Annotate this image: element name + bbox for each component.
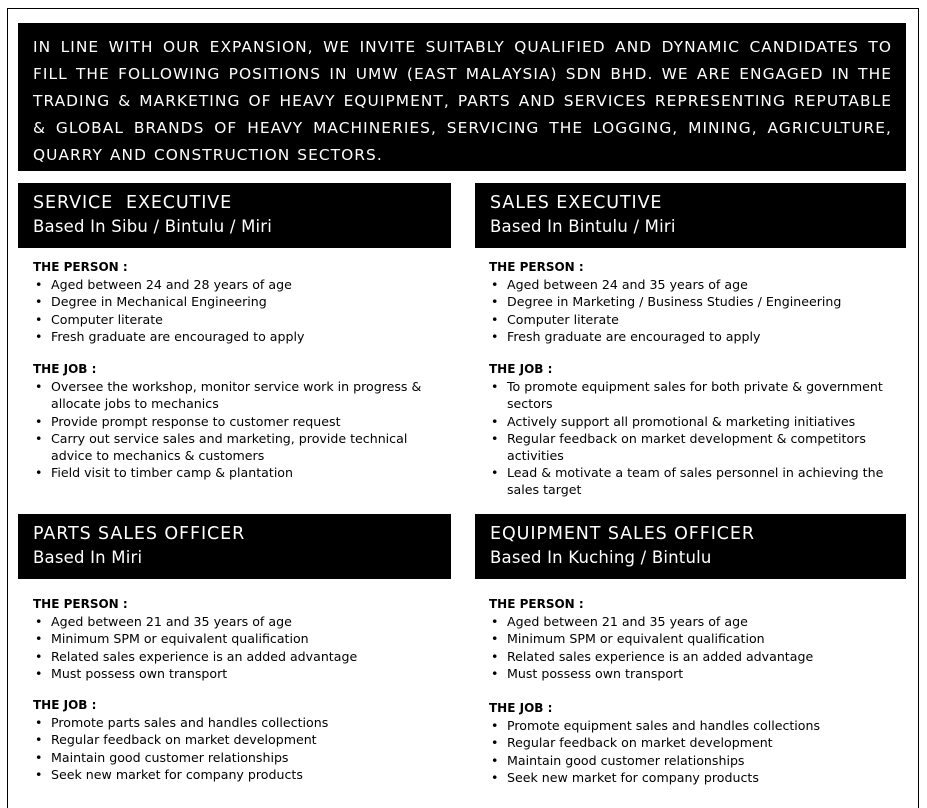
position-title: PARTS SALES OFFICER xyxy=(33,524,246,544)
list-item: • To promote equipment sales for both private & government sectors xyxy=(489,378,894,412)
list-item: • Seek new market for company products xyxy=(33,766,438,783)
list-item: • Promote equipment sales and handles collections xyxy=(489,717,894,734)
position-header-equipment-sales-officer xyxy=(475,514,906,579)
list-item: • Maintain good customer relationships xyxy=(489,752,894,769)
list-item: • Fresh graduate are encouraged to apply xyxy=(33,328,438,345)
list-item: • Provide prompt response to customer request xyxy=(33,413,438,430)
list-item: • Regular feedback on market development xyxy=(33,731,438,748)
position-title: SALES EXECUTIVE xyxy=(490,193,663,213)
job-list xyxy=(489,717,894,786)
job-list xyxy=(33,714,438,783)
position-body-sales-executive xyxy=(489,259,894,499)
person-label: THE PERSON : xyxy=(489,597,584,611)
person-list xyxy=(489,613,894,682)
position-location: Based In Bintulu / Miri xyxy=(490,217,676,236)
position-body-equipment-sales-officer xyxy=(489,596,894,786)
position-body-parts-sales-officer xyxy=(33,596,438,783)
list-item: • Actively support all promotional & marketing initiatives xyxy=(489,413,894,430)
list-item: • Computer literate xyxy=(489,311,894,328)
list-item: • Promote parts sales and handles collections xyxy=(33,714,438,731)
list-item: • Related sales experience is an added advantage xyxy=(489,648,894,665)
position-title: EQUIPMENT SALES OFFICER xyxy=(490,524,755,544)
list-item: • Degree in Mechanical Engineering xyxy=(33,293,438,310)
list-item: • Lead & motivate a team of sales personnel in achieving the sales target xyxy=(489,464,894,498)
list-item: • Must possess own transport xyxy=(33,665,438,682)
position-header-sales-executive xyxy=(475,183,906,248)
list-item: • Computer literate xyxy=(33,311,438,328)
list-item: • Minimum SPM or equivalent qualification xyxy=(33,630,438,647)
list-item: • Aged between 21 and 35 years of age xyxy=(489,613,894,630)
position-location: Based In Kuching / Bintulu xyxy=(490,548,712,567)
position-location: Based In Sibu / Bintulu / Miri xyxy=(33,217,273,236)
intro-banner: IN LINE WITH OUR EXPANSION, WE INVITE SUITABLY QUALIFIED AND DYNAMIC CANDIDATES TO FILL THE FOLLOWING POSITIONS IN UMW (EAST MALAYSIA) SDN BHD. WE ARE ENGAGED IN THE TRADING & MARKETING OF HEAVY EQUIPMENT, PARTS AND SERVICES REPRESENTING REPUTABLE & GLOBAL BRANDS OF HEAVY MACHINERIES, SERVICING THE LOGGING, MINING, AGRICULTURE, QUARRY AND CONSTRUCTION SECTORS. xyxy=(18,23,906,171)
list-item: • Regular feedback on market development & competitors activities xyxy=(489,430,894,464)
position-body-service-executive xyxy=(33,259,438,481)
list-item: • Degree in Marketing / Business Studies / Engineering xyxy=(489,293,894,310)
position-header-parts-sales-officer xyxy=(18,514,451,579)
job-list xyxy=(489,378,894,498)
list-item: • Aged between 24 and 28 years of age xyxy=(33,276,438,293)
job-label: THE JOB : xyxy=(489,362,553,377)
list-item: • Aged between 24 and 35 years of age xyxy=(489,276,894,293)
list-item: • Maintain good customer relationships xyxy=(33,749,438,766)
job-label: THE JOB : xyxy=(33,362,97,377)
list-item: • Regular feedback on market development xyxy=(489,734,894,751)
list-item: • Carry out service sales and marketing, provide technical advice to mechanics & customers xyxy=(33,430,438,464)
person-list xyxy=(489,276,894,345)
position-header-service-executive xyxy=(18,183,451,248)
person-label: THE PERSON : xyxy=(33,597,128,611)
list-item: • Aged between 21 and 35 years of age xyxy=(33,613,438,630)
list-item: • Oversee the workshop, monitor service work in progress & allocate jobs to mechanics xyxy=(33,378,438,412)
position-title: SERVICE EXECUTIVE xyxy=(33,193,233,213)
person-list xyxy=(33,276,438,345)
person-label: THE PERSON : xyxy=(33,260,128,274)
list-item: • Fresh graduate are encouraged to apply xyxy=(489,328,894,345)
job-list xyxy=(33,378,438,481)
job-label: THE JOB : xyxy=(33,698,97,713)
list-item: • Minimum SPM or equivalent qualification xyxy=(489,630,894,647)
job-label: THE JOB : xyxy=(489,701,553,716)
person-label: THE PERSON : xyxy=(489,260,584,274)
list-item: • Must possess own transport xyxy=(489,665,894,682)
person-list xyxy=(33,613,438,682)
list-item: • Field visit to timber camp & plantation xyxy=(33,464,438,481)
position-location: Based In Miri xyxy=(33,548,143,567)
list-item: • Related sales experience is an added advantage xyxy=(33,648,438,665)
list-item: • Seek new market for company products xyxy=(489,769,894,786)
